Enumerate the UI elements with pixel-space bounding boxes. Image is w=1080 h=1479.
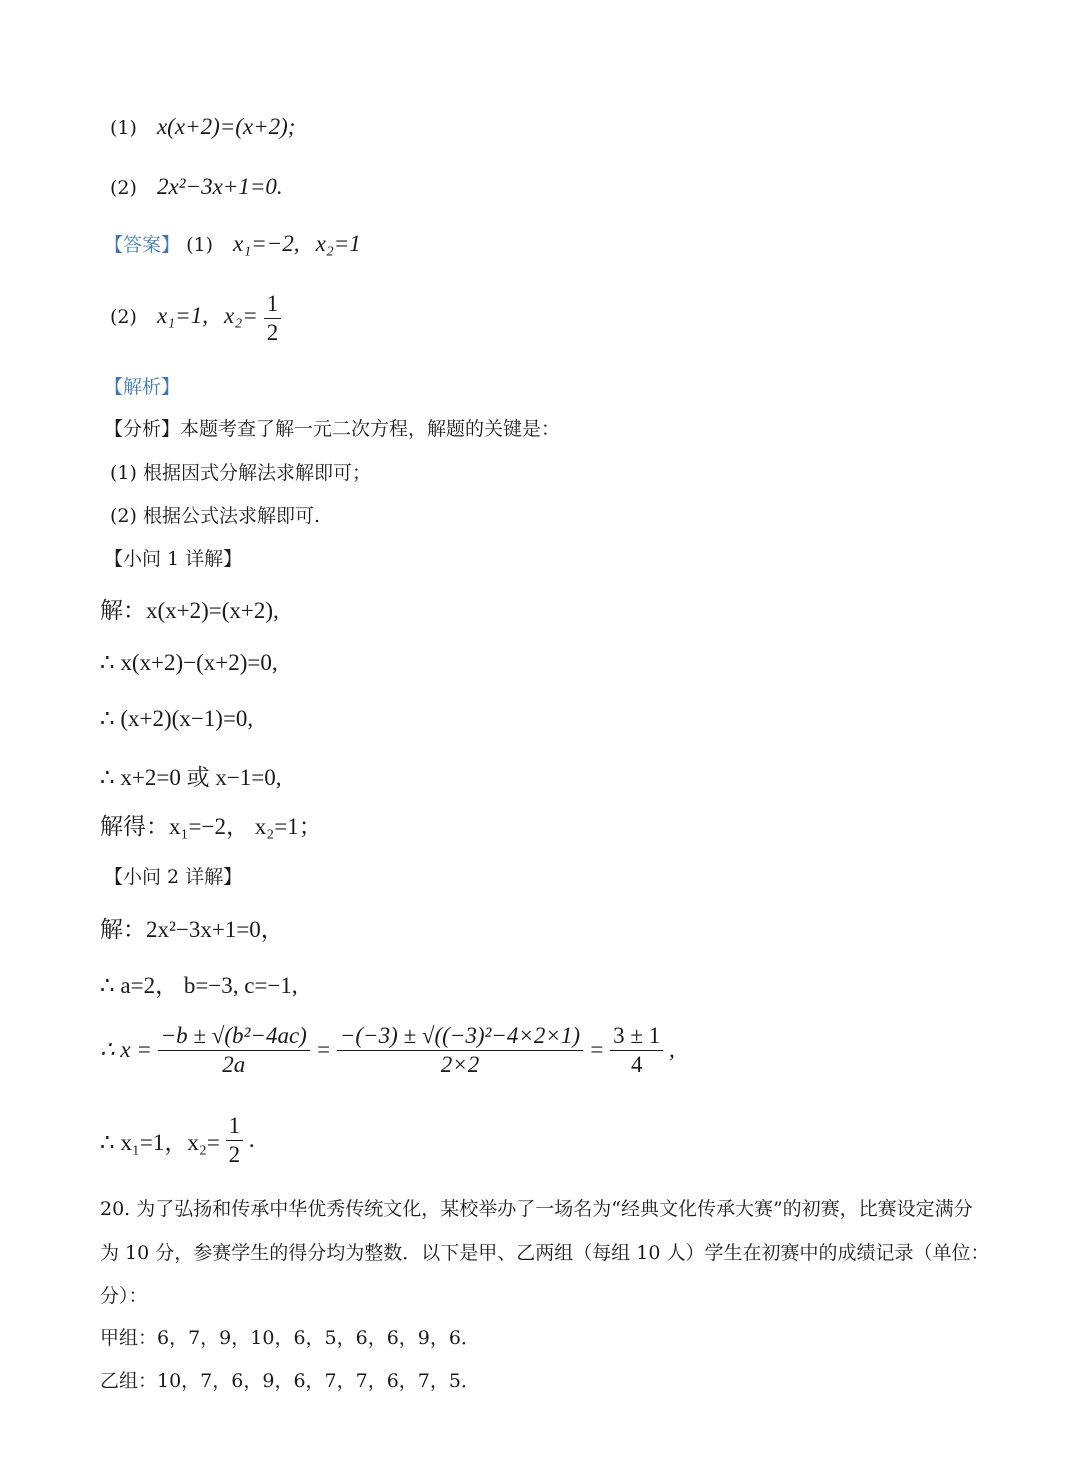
denominator: 2 [266,319,279,345]
denominator: 2×2 [440,1051,480,1077]
q20-group-a: 甲组：6，7，9，10，6，5，6，6，9，6． [100,1327,480,1349]
numerator: −(−3) ± √((−3)²−4×2×1) [337,1022,583,1051]
equation: 2x²−3x+1=0. [156,174,283,199]
analysis-tag: 【解析】 [104,376,181,398]
answer-tag: 【答案】 [104,234,181,256]
problem-part1 [110,114,295,140]
result-lhs: ∴ x₁=1，x₂= [100,1129,220,1155]
fraction [337,1022,583,1078]
part-label: (2) [110,177,137,199]
numerator: 1 [226,1112,244,1141]
answer-x2: x₂=1 [315,231,361,256]
q1-line3: ∴ (x+2)(x−1)=0, [100,706,254,731]
q1-line4: ∴ x+2=0 或 x−1=0, [100,765,282,790]
analysis-hint1: (1) 根据因式分解法求解即可； [110,462,371,484]
q1-line2: ∴ x(x+2)−(x+2)=0, [100,650,278,675]
formula-lhs: ∴ x = [100,1037,152,1063]
q2-result [100,1112,255,1168]
q1-line1: 解：x(x+2)=(x+2), [100,598,279,623]
equals: = [588,1037,605,1063]
q20-group-b: 乙组：10，7，6，9，6，7，7，6，7，5． [100,1370,480,1392]
part-label: (2) [110,306,137,329]
answer-line1 [104,230,361,257]
problem-part2 [110,174,283,200]
punctuation: , [669,1037,675,1063]
fraction [226,1112,244,1168]
analysis-fenxi: 【分析】本题考查了解一元二次方程，解题的关键是： [104,418,561,440]
fraction [610,1022,663,1078]
equation: x(x+2)=(x+2); [156,114,296,139]
answer-x1: x₁=1, [156,303,208,329]
equals: = [315,1037,332,1063]
denominator: 2 [228,1141,241,1167]
answer-x1: x₁=−2, [233,231,300,256]
punctuation: . [248,1127,255,1153]
fraction [264,290,282,346]
part-label: (1) [110,117,137,139]
numerator: −b ± √(b²−4ac) [158,1022,310,1051]
q2-line1: 解：2x²−3x+1=0， [100,917,284,942]
q2-formula [100,1022,675,1078]
answer-line2 [110,290,281,346]
q2-line2: ∴ a=2， b=−3, c=−1, [100,973,298,998]
q2-header: 【小问 2 详解】 [104,866,243,888]
q1-header: 【小问 1 详解】 [104,548,243,570]
numerator: 3 ± 1 [610,1022,663,1051]
denominator: 2a [222,1051,246,1077]
analysis-hint2: (2) 根据公式法求解即可. [110,505,320,527]
q20-line1: 20. 为了弘扬和传承中华优秀传统文化，某校举办了一场名为“经典文化传承大赛”的初赛，比赛设定满分 [100,1198,973,1220]
denominator: 4 [630,1051,643,1077]
q20-line2: 为 10 分，参赛学生的得分均为整数．以下是甲、乙两组（每组 10 人）学生在初赛中的成绩记录（单位： [100,1242,990,1264]
fraction [158,1022,310,1078]
q1-line5: 解得：x₁=−2， x₂=1； [100,814,322,839]
q20-line3: 分）： [100,1285,148,1307]
numerator: 1 [264,290,282,319]
part-label: (1) [186,234,213,256]
answer-x2-lhs: x₂= [224,303,258,329]
